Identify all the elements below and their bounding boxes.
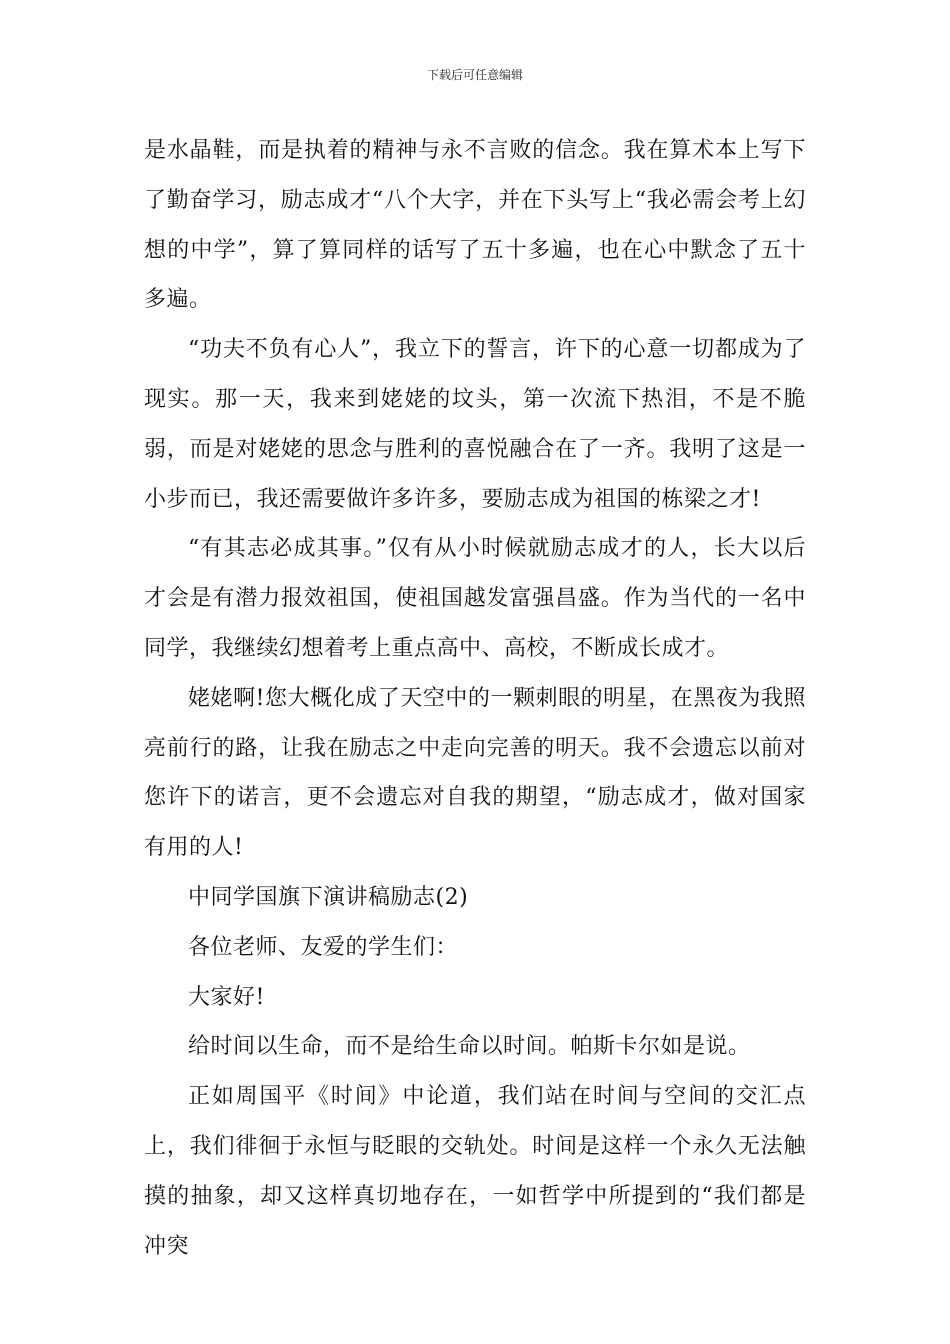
page-header: 下载后可任意编辑	[426, 68, 523, 82]
paragraph: “功夫不负有心人”，我立下的誓言，许下的心意一切都成为了现实。那一天，我来到姥姥的坟头，第一次流下热泪，不是不脆弱，而是对姥姥的思念与胜利的喜悦融合在了一齐。我明了这是一小步而已，我还需要做许多许多，要励志成为祖国的栋梁之才!	[144, 337, 806, 512]
section-title: 中同学国旗下演讲稿励志(2)	[188, 884, 469, 910]
document-body	[144, 126, 806, 1271]
paragraph: 姥姥啊!您大概化成了天空中的一颗刺眼的明星，在黑夜为我照亮前行的路，让我在励志之中走向完善的明天。我不会遗忘以前对您许下的诺言，更不会遗忘对自我的期望，“励志成才，做对国家有用的人!	[144, 685, 806, 861]
paragraph: 给时间以生命，而不是给生命以时间。帕斯卡尔如是说。	[188, 1034, 751, 1060]
greeting: 大家好!	[188, 984, 265, 1010]
paragraph: 正如周国平《时间》中论道，我们站在时间与空间的交汇点上，我们徘徊于永恒与眨眼的交轨处。时间是这样一个永久无法触摸的抽象，却又这样真切地存在，一如哲学中所提到的“我们都是冲突	[144, 1084, 806, 1259]
paragraph: “有其志必成其事。”仅有从小时候就励志成才的人，长大以后才会是有潜力报效祖国，使祖国越发富强昌盛。作为当代的一名中同学，我继续幻想着考上重点高中、高校，不断成长成才。	[144, 536, 806, 661]
salutation: 各位老师、友爱的学生们：	[188, 934, 459, 960]
paragraph: 是水晶鞋，而是执着的精神与永不言败的信念。我在算术本上写下了勤奋学习，励志成才“八个大字，并在下头写上“我必需会考上幻想的中学”，算了算同样的话写了五十多遍，也在心中默念了五十多遍。	[144, 138, 806, 313]
